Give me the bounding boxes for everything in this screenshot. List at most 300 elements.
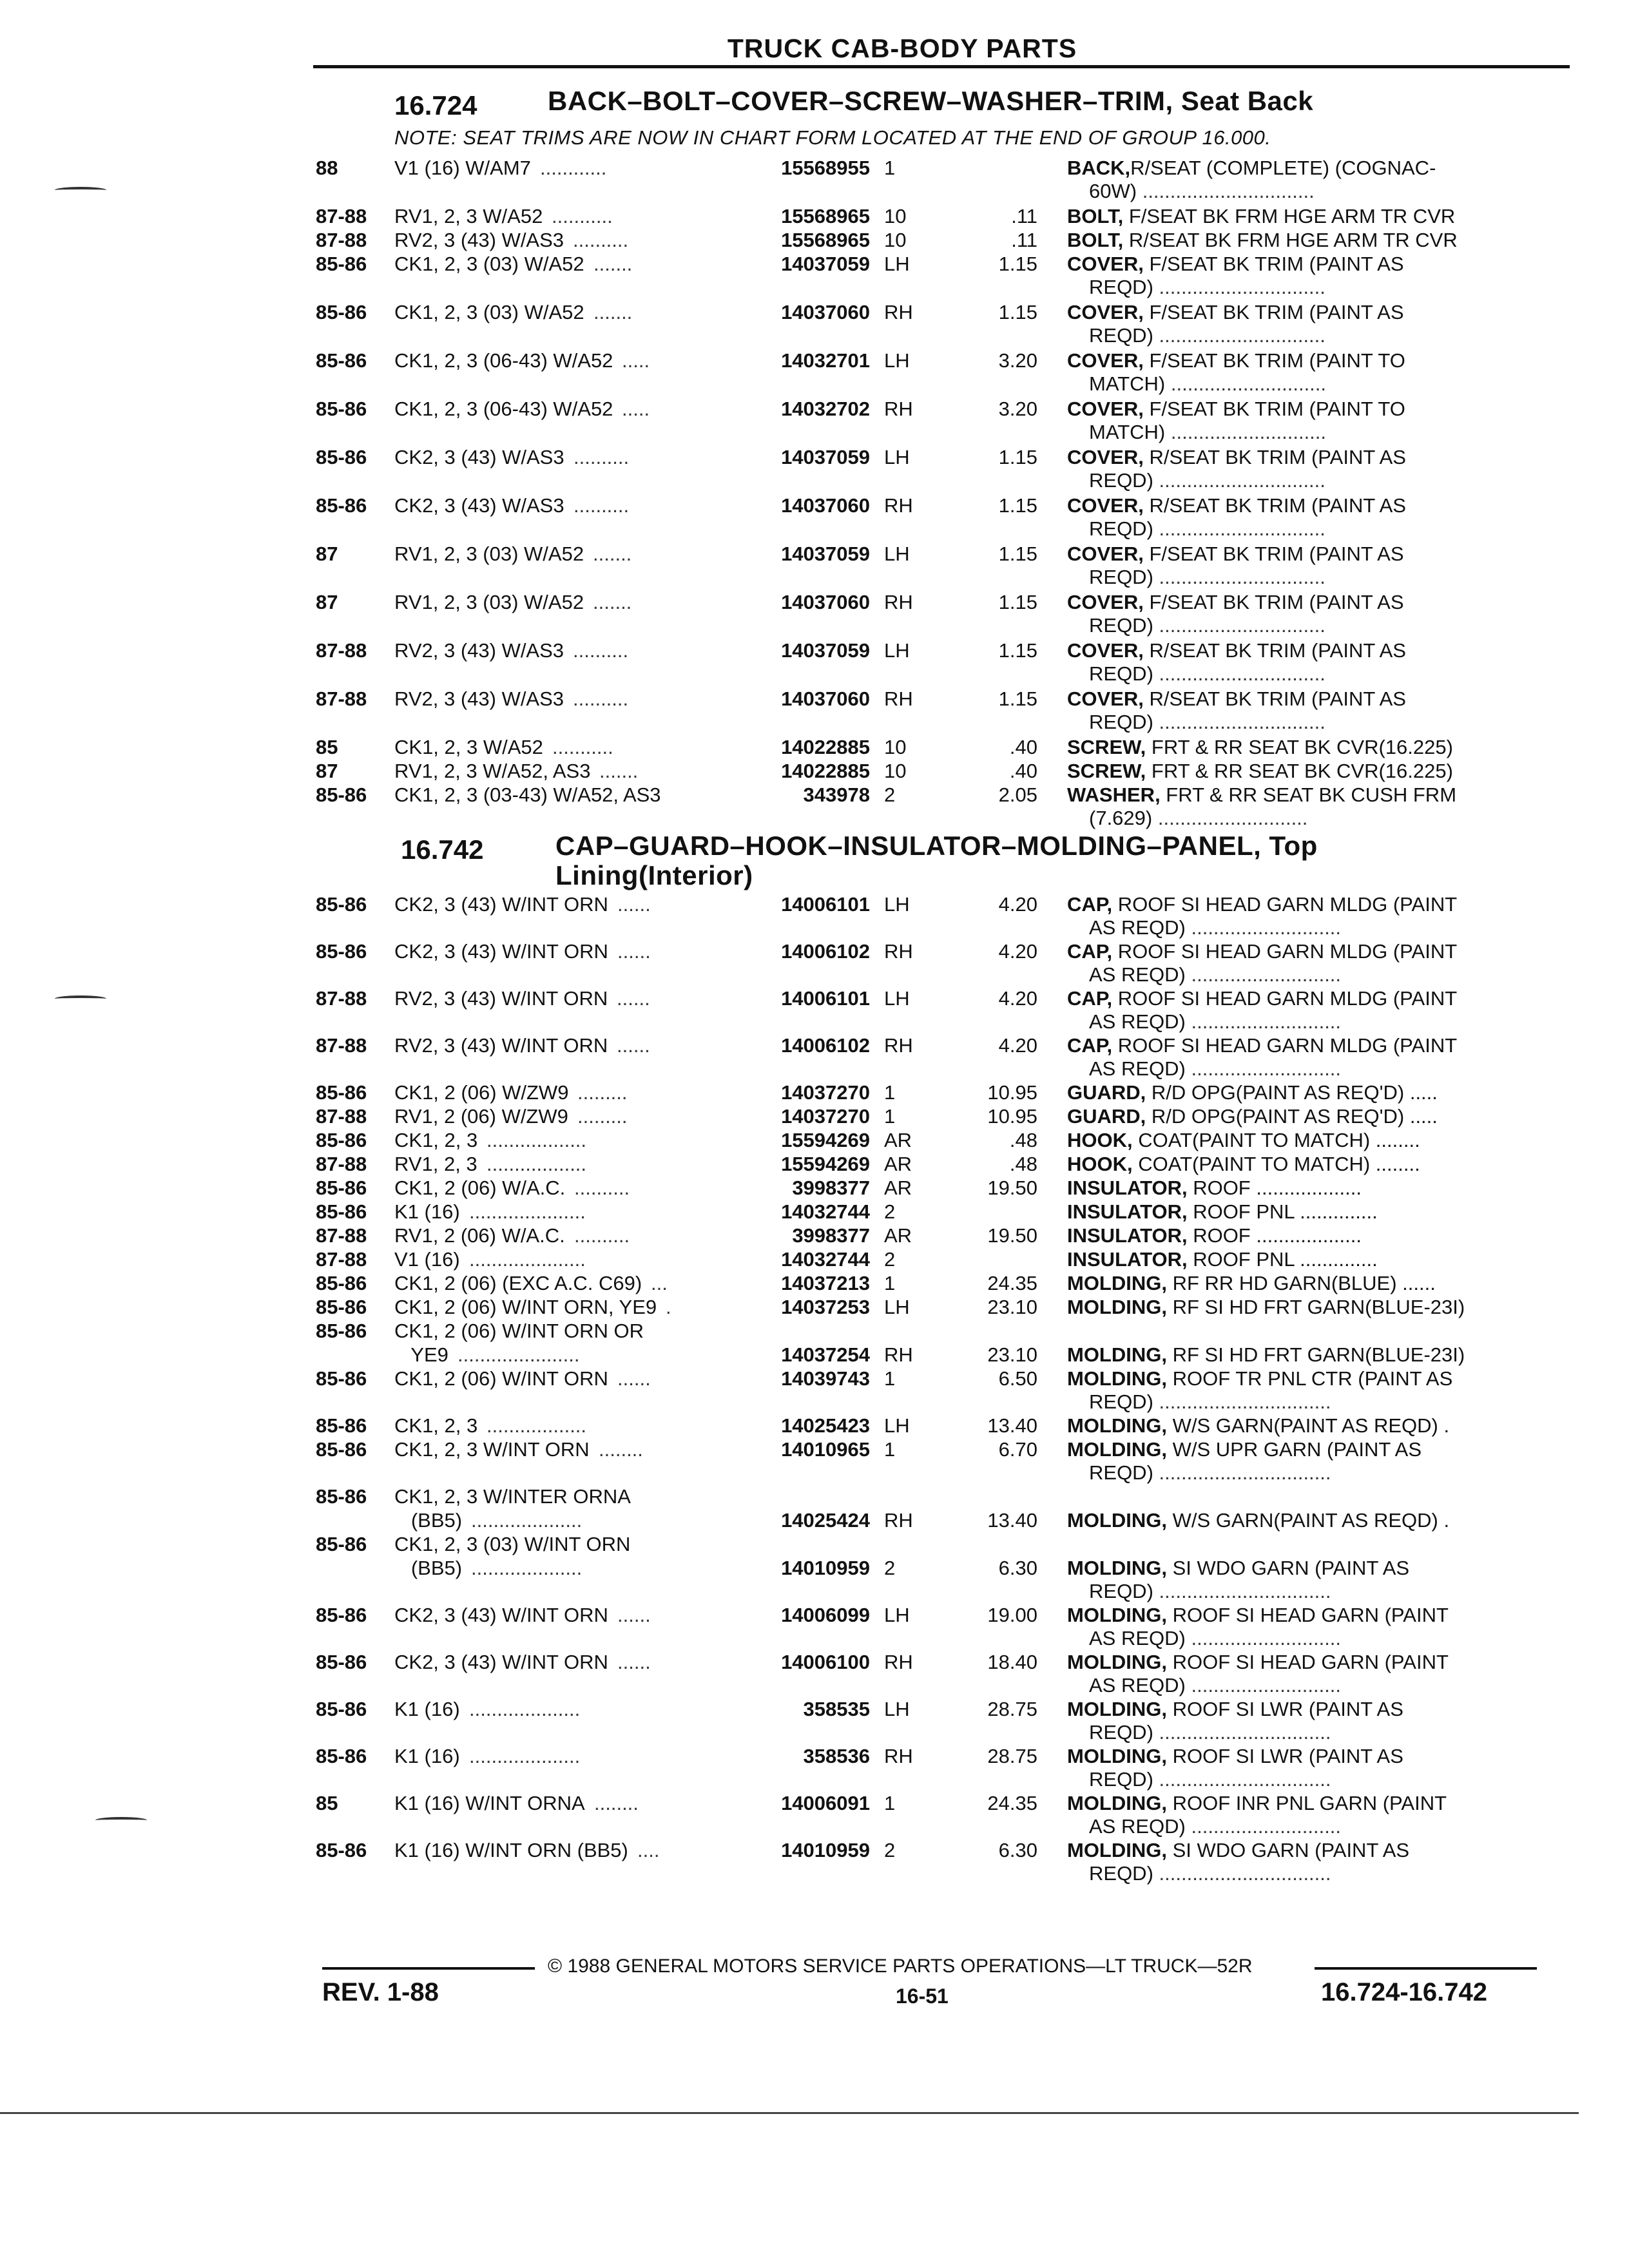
description-continuation-text: 60W)	[1089, 180, 1137, 202]
year-cell: 85-86	[316, 1745, 367, 1767]
description-cell	[1067, 300, 1404, 324]
description-cell	[1067, 397, 1405, 421]
quantity-cell: LH	[884, 1698, 910, 1720]
description-continuation-text: AS REQD)	[1089, 916, 1186, 939]
part-name: INSULATOR,	[1067, 1224, 1188, 1247]
price-cell: 18.40	[987, 1651, 1037, 1673]
part-name: MOLDING,	[1067, 1698, 1167, 1720]
year-cell: 87-88	[316, 987, 367, 1010]
application-cell: RV1, 2, 3 (03) W/A52	[394, 543, 584, 565]
part-number-cell: 14037270	[781, 1081, 870, 1104]
part-name: MOLDING,	[1067, 1343, 1167, 1366]
description-continuation	[1089, 916, 1341, 939]
part-number-cell: 15568955	[781, 157, 870, 179]
price-cell: 19.00	[987, 1604, 1037, 1626]
quantity-cell: 2	[884, 1248, 896, 1271]
part-name: HOOK,	[1067, 1153, 1133, 1175]
quantity-cell: 1	[884, 1272, 896, 1294]
part-number-cell: 14006102	[781, 940, 870, 963]
price-cell: .11	[1011, 205, 1037, 227]
description-text: ROOF SI HEAD GARN MLDG (PAINT	[1112, 940, 1458, 963]
description-continuation	[1089, 662, 1325, 686]
price-cell: 1.15	[998, 687, 1037, 710]
leader-dots: ....................	[469, 1745, 581, 1767]
part-number-cell: 14006100	[781, 1651, 870, 1673]
part-number-cell: 14010959	[781, 1839, 870, 1861]
price-cell: 10.95	[987, 1081, 1037, 1104]
leader-dots: ........	[594, 1792, 639, 1814]
leader-dots: ..............................	[1159, 614, 1325, 637]
description-text: RF SI HD FRT GARN(BLUE-23I)	[1167, 1343, 1465, 1366]
quantity-cell: LH	[884, 1604, 910, 1626]
quantity-cell: RH	[884, 940, 913, 963]
price-cell: 6.30	[998, 1557, 1037, 1579]
section-title-2-line2: Lining(Interior)	[555, 860, 753, 890]
description-continuation	[1089, 468, 1325, 492]
quantity-cell: LH	[884, 639, 910, 662]
description-cell	[1067, 1367, 1452, 1390]
description-cell	[1067, 1271, 1436, 1295]
part-name: INSULATOR,	[1067, 1177, 1188, 1199]
description-text: FRT & RR SEAT BK CVR(16.225)	[1146, 760, 1453, 782]
year-cell: 87-88	[316, 205, 367, 227]
description-text: RF RR HD GARN(BLUE) ......	[1167, 1272, 1436, 1294]
price-cell: 24.35	[987, 1272, 1037, 1294]
description-continuation-text: AS REQD)	[1089, 963, 1186, 986]
year-cell: 85-86	[316, 1272, 367, 1294]
year-cell: 85-86	[316, 349, 367, 372]
part-name: MOLDING,	[1067, 1557, 1167, 1579]
quantity-cell: LH	[884, 253, 910, 275]
description-cell	[1067, 1152, 1420, 1176]
description-cell	[1067, 349, 1405, 372]
description-cell	[1067, 687, 1406, 711]
part-number-cell: 14037059	[781, 446, 870, 468]
year-cell: 85-86	[316, 1296, 367, 1318]
description-text: FRT & RR SEAT BK CUSH FRM	[1160, 783, 1457, 806]
application-cell: (BB5)	[394, 1509, 463, 1532]
description-continuation	[1089, 1626, 1341, 1650]
description-text: ROOF SI HEAD GARN (PAINT	[1167, 1651, 1449, 1673]
price-cell: 3.20	[998, 398, 1037, 420]
year-cell: 87	[316, 591, 338, 613]
part-name: CAP,	[1067, 1034, 1113, 1057]
application-cell: K1 (16) W/INT ORNA	[394, 1792, 585, 1814]
leader-dots: ............................	[1170, 372, 1327, 395]
quantity-cell: AR	[884, 1177, 912, 1199]
leader-dots: ...........................	[1191, 963, 1342, 986]
part-number-cell: 14022885	[781, 736, 870, 758]
description-text: ROOF TR PNL CTR (PAINT AS	[1167, 1367, 1453, 1390]
application-cell: CK1, 2, 3 W/INT ORN	[394, 1438, 590, 1461]
price-cell: .11	[1011, 229, 1037, 251]
quantity-cell: 2	[884, 1839, 896, 1861]
price-cell: 2.05	[998, 783, 1037, 806]
part-number-cell: 14037253	[781, 1296, 870, 1318]
description-text: R/SEAT BK FRM HGE ARM TR CVR	[1123, 229, 1458, 251]
description-cell	[1067, 1697, 1403, 1721]
price-cell: 6.30	[998, 1839, 1037, 1861]
year-cell: 85-86	[316, 398, 367, 420]
part-name: MOLDING,	[1067, 1651, 1167, 1673]
leader-dots: ..........	[574, 446, 630, 468]
quantity-cell: LH	[884, 893, 910, 916]
description-text: ROOF PNL ..............	[1187, 1248, 1378, 1271]
application-cell: RV1, 2, 3 W/A52	[394, 205, 543, 227]
leader-dots: .....................	[469, 1200, 586, 1223]
leader-dots: .....................	[469, 1248, 586, 1271]
leader-dots: ......	[617, 1367, 651, 1390]
leader-dots: ...........................	[1191, 1057, 1342, 1080]
leader-dots: ..............................	[1159, 711, 1325, 733]
description-continuation-text: REQD)	[1089, 324, 1153, 347]
leader-dots: ............................	[1170, 421, 1327, 443]
price-cell: .48	[1009, 1153, 1037, 1175]
leader-dots: .	[666, 1296, 671, 1318]
price-cell: 19.50	[987, 1177, 1037, 1199]
year-cell: 85-86	[316, 1698, 367, 1720]
description-continuation-text: REQD)	[1089, 1390, 1153, 1413]
price-cell: .40	[1009, 736, 1037, 758]
description-cell	[1067, 1603, 1449, 1627]
quantity-cell: LH	[884, 1414, 910, 1437]
quantity-cell: RH	[884, 1651, 913, 1673]
leader-dots: .........	[577, 1105, 628, 1128]
description-text: R/SEAT (COMPLETE) (COGNAC-	[1130, 157, 1436, 179]
quantity-cell: 10	[884, 229, 907, 251]
footer-copyright: © 1988 GENERAL MOTORS SERVICE PARTS OPERATIONS—LT TRUCK—52R	[548, 1956, 1253, 1977]
description-continuation	[1089, 420, 1326, 444]
application-cell: CK1, 2, 3 W/A52	[394, 736, 543, 758]
description-continuation	[1089, 806, 1307, 830]
description-text: ROOF SI HEAD GARN (PAINT	[1167, 1604, 1449, 1626]
application-cell: K1 (16)	[394, 1200, 460, 1223]
footer-page-number: 16-51	[896, 1984, 949, 2008]
application-cell: CK1, 2, 3 (06-43) W/A52	[394, 398, 613, 420]
part-number-cell: 14037060	[781, 687, 870, 710]
part-name: GUARD,	[1067, 1105, 1146, 1128]
leader-dots: ...........	[552, 736, 613, 758]
description-continuation-text: AS REQD)	[1089, 1627, 1186, 1649]
description-cell	[1067, 252, 1404, 276]
description-cell	[1067, 892, 1457, 916]
description-cell	[1067, 494, 1406, 517]
description-continuation	[1089, 372, 1326, 396]
price-cell: 4.20	[998, 940, 1037, 963]
leader-dots: ..........	[574, 494, 630, 517]
leader-dots: ..................	[487, 1129, 587, 1151]
footer-section-range: 16.724-16.742	[1321, 1978, 1488, 2006]
description-text: COAT(PAINT TO MATCH) ........	[1132, 1153, 1420, 1175]
application-cell: CK1, 2, 3 (03-43) W/A52, AS3	[394, 783, 661, 806]
application-cell: RV1, 2, 3	[394, 1153, 477, 1175]
description-continuation	[1089, 1861, 1331, 1885]
description-cell	[1067, 156, 1436, 180]
leader-dots: .......	[599, 760, 639, 782]
footer-revision: REV. 1-88	[322, 1978, 439, 2006]
header-rule	[313, 65, 1570, 68]
application-cell: RV2, 3 (43) W/AS3	[394, 639, 564, 662]
part-number-cell: 14025424	[781, 1509, 870, 1532]
description-text: R/D OPG(PAINT AS REQ'D) .....	[1146, 1105, 1438, 1128]
part-name: SCREW,	[1067, 736, 1146, 758]
leader-dots: ..................	[487, 1414, 587, 1437]
description-continuation	[1089, 565, 1325, 589]
year-cell: 85-86	[316, 783, 367, 806]
leader-dots: ..............................	[1159, 276, 1325, 298]
quantity-cell: RH	[884, 1034, 913, 1057]
year-cell: 85	[316, 1792, 338, 1814]
quantity-cell: 10	[884, 205, 907, 227]
description-cell	[1067, 1081, 1438, 1104]
price-cell: 24.35	[987, 1792, 1037, 1814]
price-cell: 23.10	[987, 1296, 1037, 1318]
description-cell	[1067, 1556, 1409, 1580]
description-continuation	[1089, 275, 1325, 299]
year-cell: 85-86	[316, 1651, 367, 1673]
description-text: ROOF SI LWR (PAINT AS	[1167, 1745, 1403, 1767]
description-continuation-text: REQD)	[1089, 276, 1153, 298]
part-number-cell: 14006099	[781, 1604, 870, 1626]
year-cell: 85-86	[316, 446, 367, 468]
description-cell	[1067, 986, 1457, 1010]
year-cell: 87-88	[316, 1224, 367, 1247]
description-cell	[1067, 1200, 1378, 1224]
description-text: SI WDO GARN (PAINT AS	[1167, 1557, 1410, 1579]
description-continuation	[1089, 1814, 1341, 1838]
application-cell: (BB5)	[394, 1557, 463, 1579]
part-number-cell: 343978	[803, 783, 870, 806]
year-cell: 85-86	[316, 1129, 367, 1151]
part-number-cell: 14039743	[781, 1367, 870, 1390]
description-continuation-text: MATCH)	[1089, 372, 1166, 395]
description-continuation-text: REQD)	[1089, 711, 1153, 733]
description-cell	[1067, 1247, 1378, 1271]
year-cell: 87-88	[316, 1248, 367, 1271]
leader-dots: ....................	[469, 1698, 581, 1720]
leader-dots: ........	[599, 1438, 643, 1461]
description-cell	[1067, 1104, 1438, 1128]
application-cell: V1 (16) W/AM7	[394, 157, 531, 179]
part-number-cell: 14010959	[781, 1557, 870, 1579]
year-cell: 87-88	[316, 1153, 367, 1175]
description-text: F/SEAT BK TRIM (PAINT AS	[1143, 591, 1404, 613]
quantity-cell: LH	[884, 1296, 910, 1318]
leader-dots: .....	[622, 398, 650, 420]
price-cell: 6.70	[998, 1438, 1037, 1461]
description-continuation-text: (7.629)	[1089, 807, 1153, 829]
part-name: MOLDING,	[1067, 1745, 1167, 1767]
price-cell: 23.10	[987, 1343, 1037, 1366]
quantity-cell: RH	[884, 591, 913, 613]
leader-dots: .....	[622, 349, 650, 372]
quantity-cell: 10	[884, 760, 907, 782]
description-cell	[1067, 1033, 1457, 1057]
part-number-cell: 14037059	[781, 253, 870, 275]
description-continuation	[1089, 963, 1341, 986]
price-cell: 13.40	[987, 1414, 1037, 1437]
part-number-cell: 15594269	[781, 1153, 870, 1175]
application-cell: CK1, 2 (06) (EXC A.C. C69)	[394, 1272, 642, 1294]
part-name: WASHER,	[1067, 783, 1161, 806]
part-name: MOLDING,	[1067, 1272, 1167, 1294]
description-text: F/SEAT BK TRIM (PAINT TO	[1143, 398, 1405, 420]
leader-dots: ...........................	[1191, 916, 1342, 939]
leader-dots: ...............................	[1159, 1721, 1331, 1744]
description-text: R/SEAT BK TRIM (PAINT AS	[1143, 687, 1406, 710]
quantity-cell: 1	[884, 157, 896, 179]
leader-dots: ......	[617, 1651, 651, 1673]
application-cell: CK2, 3 (43) W/INT ORN	[394, 893, 608, 916]
description-cell	[1067, 735, 1453, 759]
part-number-cell: 14010965	[781, 1438, 870, 1461]
part-name: MOLDING,	[1067, 1509, 1167, 1532]
description-text: F/SEAT BK TRIM (PAINT AS	[1143, 543, 1404, 565]
quantity-cell: RH	[884, 301, 913, 323]
description-continuation-text: REQD)	[1089, 614, 1153, 637]
description-cell	[1067, 1791, 1447, 1815]
quantity-cell: 2	[884, 1200, 896, 1223]
part-name: COVER,	[1067, 591, 1144, 613]
description-cell	[1067, 590, 1404, 614]
leader-dots: ...........................	[1191, 1627, 1342, 1649]
leader-dots: .......	[593, 301, 633, 323]
year-cell: 87	[316, 543, 338, 565]
year-cell: 85-86	[316, 1320, 367, 1342]
description-text: F/SEAT BK TRIM (PAINT TO	[1143, 349, 1405, 372]
part-name: COVER,	[1067, 687, 1144, 710]
section-title-1: BACK–BOLT–COVER–SCREW–WASHER–TRIM, Seat Back	[548, 86, 1314, 116]
section-number-2: 16.742	[401, 834, 484, 865]
part-number-cell: 14037254	[781, 1343, 870, 1366]
part-name: MOLDING,	[1067, 1438, 1167, 1461]
year-cell: 85-86	[316, 1177, 367, 1199]
description-text: R/D OPG(PAINT AS REQ'D) .....	[1146, 1081, 1438, 1104]
leader-dots: ...........	[552, 205, 613, 227]
quantity-cell: 2	[884, 783, 896, 806]
part-number-cell: 15568965	[781, 229, 870, 251]
description-cell	[1067, 1224, 1362, 1247]
description-text: F/SEAT BK FRM HGE ARM TR CVR	[1123, 205, 1456, 227]
description-cell	[1067, 1508, 1449, 1532]
description-text: F/SEAT BK TRIM (PAINT AS	[1143, 301, 1404, 323]
part-name: MOLDING,	[1067, 1367, 1167, 1390]
application-cell: CK1, 2 (06) W/INT ORN OR	[394, 1320, 644, 1342]
description-text: SI WDO GARN (PAINT AS	[1167, 1839, 1410, 1861]
part-number-cell: 15594269	[781, 1129, 870, 1151]
leader-dots: .........	[577, 1081, 628, 1104]
application-cell: K1 (16) W/INT ORN (BB5)	[394, 1839, 628, 1861]
description-cell	[1067, 783, 1456, 807]
part-name: COVER,	[1067, 446, 1144, 468]
year-cell: 85-86	[316, 1839, 367, 1861]
year-cell: 85-86	[316, 494, 367, 517]
application-cell: RV1, 2, 3 W/A52, AS3	[394, 760, 591, 782]
leader-dots: ..........	[574, 1224, 630, 1247]
application-cell: YE9	[394, 1343, 448, 1366]
part-number-cell: 14006102	[781, 1034, 870, 1057]
leader-dots: ......	[617, 1604, 651, 1626]
part-number-cell: 3998377	[792, 1177, 870, 1199]
part-name: MOLDING,	[1067, 1414, 1167, 1437]
description-cell	[1067, 1176, 1362, 1200]
leader-dots: ....................	[471, 1557, 583, 1579]
leader-dots: ..........	[574, 1177, 630, 1199]
leader-dots: ...............................	[1159, 1862, 1331, 1885]
description-continuation-text: REQD)	[1089, 662, 1153, 685]
year-cell: 85-86	[316, 1414, 367, 1437]
application-cell: CK2, 3 (43) W/INT ORN	[394, 1604, 608, 1626]
description-continuation-text: MATCH)	[1089, 421, 1166, 443]
leader-dots: ......	[617, 1034, 650, 1057]
part-number-cell: 14037059	[781, 543, 870, 565]
application-cell: CK1, 2 (06) W/INT ORN, YE9	[394, 1296, 657, 1318]
price-cell: 19.50	[987, 1224, 1037, 1247]
section-note: NOTE: SEAT TRIMS ARE NOW IN CHART FORM LOCATED AT THE END OF GROUP 16.000.	[394, 126, 1271, 149]
application-cell: RV2, 3 (43) W/AS3	[394, 687, 564, 710]
description-cell	[1067, 1838, 1409, 1862]
application-cell: CK1, 2, 3 (06-43) W/A52	[394, 349, 613, 372]
leader-dots: ..........	[573, 229, 629, 251]
price-cell: 1.15	[998, 301, 1037, 323]
quantity-cell: 1	[884, 1105, 896, 1128]
application-cell: CK1, 2, 3 (03) W/A52	[394, 253, 584, 275]
description-continuation	[1089, 1390, 1331, 1414]
description-continuation	[1089, 710, 1325, 734]
leader-dots: ...............................	[1159, 1580, 1331, 1602]
application-cell: K1 (16)	[394, 1745, 460, 1767]
application-cell: CK1, 2 (06) W/A.C.	[394, 1177, 566, 1199]
scan-edge-line	[0, 2112, 1579, 2114]
part-name: CAP,	[1067, 893, 1113, 916]
part-name: GUARD,	[1067, 1081, 1146, 1104]
leader-dots: ......................	[458, 1343, 580, 1366]
section-title-2-line1: CAP–GUARD–HOOK–INSULATOR–MOLDING–PANEL, Top	[555, 831, 1318, 861]
leader-dots: ...........................	[1157, 807, 1308, 829]
description-cell	[1067, 1650, 1449, 1674]
part-number-cell: 14037060	[781, 591, 870, 613]
price-cell: 1.15	[998, 253, 1037, 275]
description-cell	[1067, 1744, 1403, 1768]
leader-dots: ..............................	[1159, 566, 1325, 588]
description-continuation-text: REQD)	[1089, 1721, 1153, 1744]
leader-dots: ....................	[471, 1509, 583, 1532]
description-continuation-text: AS REQD)	[1089, 1010, 1186, 1033]
part-name: BACK,	[1067, 157, 1131, 179]
part-number-cell: 14006101	[781, 893, 870, 916]
leader-dots: .......	[593, 543, 632, 565]
part-name: COVER,	[1067, 543, 1144, 565]
year-cell: 85	[316, 736, 338, 758]
quantity-cell: RH	[884, 1745, 913, 1767]
description-cell	[1067, 228, 1458, 252]
description-continuation	[1089, 613, 1325, 637]
application-cell: CK1, 2, 3 (03) W/INT ORN	[394, 1533, 631, 1555]
year-cell: 85-86	[316, 1604, 367, 1626]
part-number-cell: 15568965	[781, 205, 870, 227]
price-cell: 1.15	[998, 639, 1037, 662]
leader-dots: ..............................	[1159, 662, 1325, 685]
quantity-cell: AR	[884, 1129, 912, 1151]
part-name: COVER,	[1067, 253, 1144, 275]
part-number-cell: 358536	[803, 1745, 870, 1767]
description-continuation	[1089, 1767, 1331, 1791]
leader-dots: ..............................	[1159, 469, 1325, 492]
description-continuation	[1089, 1673, 1341, 1697]
quantity-cell: 1	[884, 1438, 896, 1461]
price-cell: .48	[1009, 1129, 1037, 1151]
part-number-cell: 14006091	[781, 1792, 870, 1814]
